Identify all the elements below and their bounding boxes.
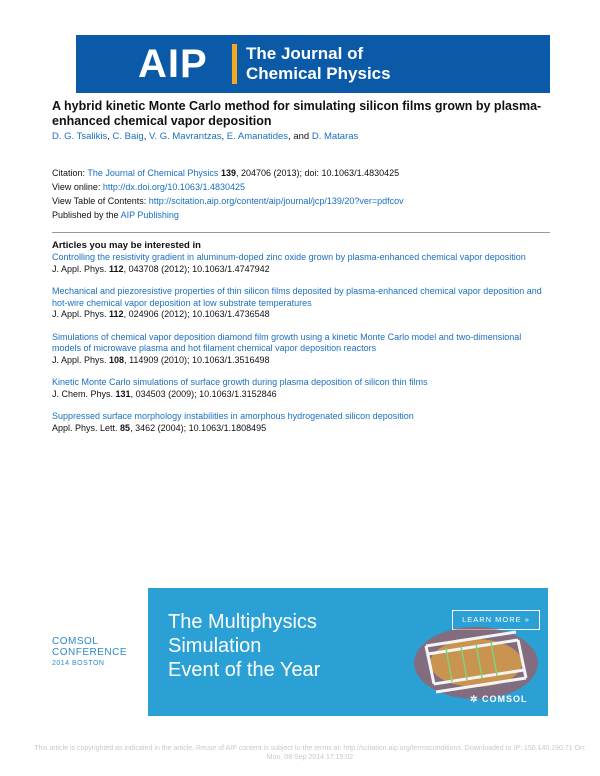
related-article-reference <box>52 309 552 321</box>
author-link[interactable]: V. G. Mavrantzas <box>148 131 222 142</box>
conference-logo-line3: 2014 BOSTON <box>52 660 105 667</box>
related-article-title-link[interactable]: Mechanical and piezoresistive properties of thin silicon films deposited by plasma-enhanced chemical vapor deposition and hot-wire chemical vapor deposition at low substrate temperatures <box>52 286 542 308</box>
ad-headline-line2: Simulation <box>168 635 262 657</box>
ref-details: , 043708 (2012); 10.1063/1.4747942 <box>123 263 270 274</box>
author-separator: , <box>107 131 113 142</box>
ad-headline-line1: The Multiphysics <box>168 611 317 633</box>
journal-banner <box>76 35 550 93</box>
advertisement-banner[interactable] <box>148 588 548 716</box>
related-article-reference <box>52 355 552 367</box>
related-article-title-link[interactable]: Simulations of chemical vapor deposition diamond film growth using a kinetic Monte Carlo model and two-dimensional models of microwave plasma and hot filament chemical vapor deposition reactors <box>52 331 522 353</box>
related-article <box>52 332 552 367</box>
ref-details: , 3462 (2004); 10.1063/1.1808495 <box>130 422 267 433</box>
ref-volume: 112 <box>109 309 124 319</box>
author-link[interactable]: C. Baig <box>112 131 144 142</box>
ref-volume: 108 <box>109 354 125 365</box>
author-separator: , and <box>288 131 312 142</box>
related-article <box>52 411 552 434</box>
conference-logo-line2: CONFERENCE <box>52 647 128 658</box>
citation-volume: 139 <box>220 168 236 178</box>
citation-line <box>52 166 404 180</box>
aip-logo: AIP <box>138 42 208 86</box>
conference-logo-line1: COMSOL <box>52 636 99 647</box>
author-link[interactable]: D. Mataras <box>311 131 359 142</box>
ref-journal: J. Chem. Phys. <box>52 388 116 399</box>
ref-journal: J. Appl. Phys. <box>52 263 110 274</box>
toc-link[interactable]: http://scitation.aip.org/content/aip/journal/jcp/139/20?ver=pdfcov <box>148 196 404 206</box>
author-link[interactable]: E. Amanatides <box>226 131 289 142</box>
author-link[interactable]: D. G. Tsalikis <box>52 131 108 142</box>
ref-journal: Appl. Phys. Lett. <box>52 422 121 433</box>
comsol-brand <box>470 694 528 705</box>
ref-details: , 114909 (2010); 10.1063/1.3516498 <box>124 354 270 365</box>
author-separator: , <box>221 131 227 142</box>
related-article-reference <box>52 264 552 276</box>
author-list <box>52 131 358 142</box>
published-label: Published by the <box>52 210 121 220</box>
publisher-link[interactable]: AIP Publishing <box>120 210 179 220</box>
copyright-footer: This article is copyrighted as indicated in the article. Reuse of AIP content is subject to the terms at: http://scitation.aip.org/termsconditions. Downloaded to IP: 150.140.190.71 On: Mon, 08 Sep 2014 17:15:02 <box>34 745 586 761</box>
related-article-reference <box>52 423 552 435</box>
ref-journal: J. Appl. Phys. <box>52 354 110 365</box>
comsol-conference-logo[interactable] <box>52 636 127 669</box>
related-articles-heading: Articles you may be interested in <box>52 240 201 251</box>
related-article-title-link[interactable]: Controlling the resistivity gradient in aluminum-doped zinc oxide grown by plasma-enhanced chemical vapor deposition <box>52 252 526 262</box>
comsol-brand-text: COMSOL <box>482 694 528 704</box>
ref-volume: 112 <box>109 263 124 274</box>
view-online-link[interactable]: http://dx.doi.org/10.1063/1.4830425 <box>102 182 245 192</box>
related-article-title-link[interactable]: Suppressed surface morphology instabilities in amorphous hydrogenated silicon deposition <box>52 411 414 421</box>
section-divider <box>52 232 550 233</box>
journal-name-line1: The Journal of <box>246 44 364 63</box>
related-articles-list <box>52 252 552 445</box>
citation-block <box>52 166 404 222</box>
view-online-label: View online: <box>52 182 103 192</box>
related-article <box>52 252 552 275</box>
published-line <box>52 208 404 222</box>
related-article-reference <box>52 389 552 401</box>
related-article-title-link[interactable]: Kinetic Monte Carlo simulations of surface growth during plasma deposition of silicon thin films <box>52 377 428 387</box>
ref-details: , 024906 (2012); 10.1063/1.4736548 <box>123 309 270 319</box>
learn-more-button[interactable]: LEARN MORE » <box>452 610 540 630</box>
related-article <box>52 286 552 321</box>
ref-volume: 85 <box>120 422 131 433</box>
ad-headline-line3: Event of the Year <box>168 659 321 681</box>
view-online-line <box>52 180 404 194</box>
author-separator: , <box>143 131 149 142</box>
article-title: A hybrid kinetic Monte Carlo method for simulating silicon films grown by plasma-enhanced chemical vapor deposition <box>52 99 542 128</box>
citation-details: , 204706 (2013); doi: 10.1063/1.4830425 <box>235 168 400 178</box>
journal-name-line2: Chemical Physics <box>246 64 391 83</box>
ref-volume: 131 <box>115 388 131 399</box>
ref-journal: J. Appl. Phys. <box>52 309 110 319</box>
related-article <box>52 377 552 400</box>
logo-divider <box>232 44 237 84</box>
comsol-mark-icon: ✲ <box>470 694 483 704</box>
toc-label: View Table of Contents: <box>52 196 149 206</box>
toc-line <box>52 194 404 208</box>
citation-label: Citation: <box>52 168 88 178</box>
citation-journal-link[interactable]: The Journal of Chemical Physics <box>87 168 219 178</box>
ref-details: , 034503 (2009); 10.1063/1.3152846 <box>130 388 277 399</box>
